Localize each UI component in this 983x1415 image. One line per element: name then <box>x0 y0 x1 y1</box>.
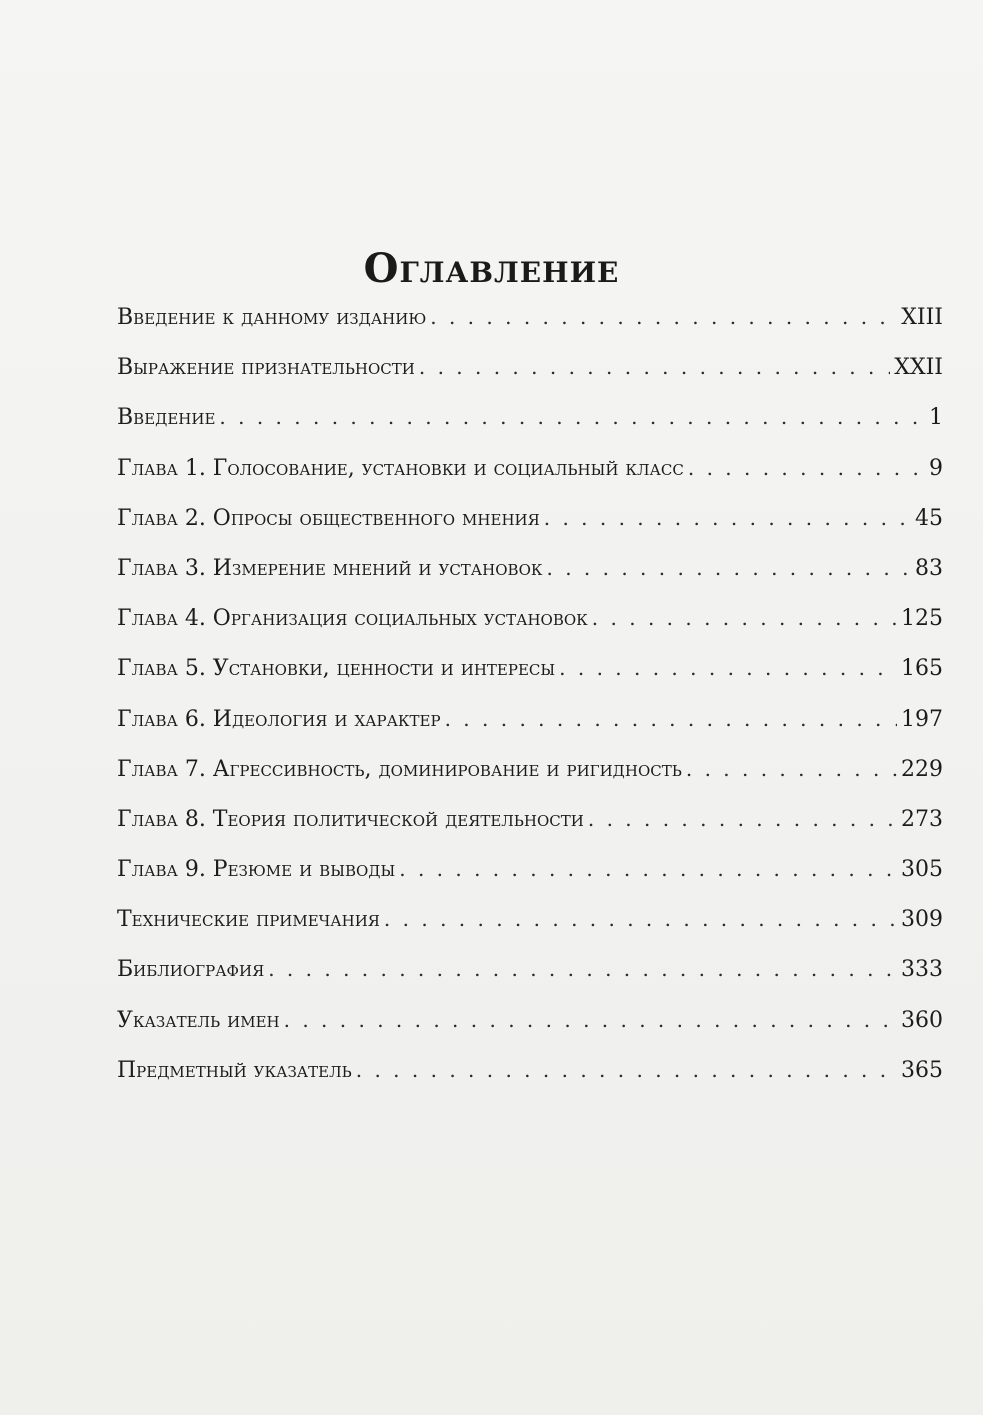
toc-entry-label: Введение <box>117 405 216 431</box>
page-title: Оглавление <box>363 244 620 292</box>
toc-entry-page: 273 <box>901 806 943 832</box>
toc-entry-label: Глава 1. Голосование, установки и социальный класс <box>117 455 684 481</box>
dot-leader <box>284 995 897 1045</box>
table-of-contents <box>117 292 943 1095</box>
toc-entry <box>117 342 943 392</box>
dot-leader <box>544 493 911 543</box>
dot-leader <box>419 342 890 392</box>
toc-entry <box>117 593 943 643</box>
toc-entry <box>117 643 943 693</box>
dot-leader <box>219 392 925 442</box>
toc-entry-page: 360 <box>901 1007 943 1033</box>
toc-entry-label: Глава 8. Теория политической деятельности <box>117 806 584 832</box>
toc-entry-label: Глава 9. Резюме и выводы <box>117 857 396 883</box>
toc-entry-page: 165 <box>901 656 943 682</box>
dot-leader <box>399 844 897 894</box>
toc-entry-page: 365 <box>901 1057 943 1083</box>
toc-entry-label: Выражение признательности <box>117 355 415 381</box>
dot-leader <box>686 744 897 794</box>
dot-leader <box>588 794 897 844</box>
dot-leader <box>688 443 925 493</box>
toc-entry <box>117 844 943 894</box>
dot-leader <box>268 944 897 994</box>
toc-entry-label: Глава 6. Идеология и характер <box>117 706 441 732</box>
toc-entry <box>117 694 943 744</box>
toc-entry-label: Глава 2. Опросы общественного мнения <box>117 505 540 531</box>
toc-entry <box>117 794 943 844</box>
toc-entry-label: Технические примечания <box>117 907 380 933</box>
toc-entry-page: 229 <box>901 756 943 782</box>
toc-entry <box>117 543 943 593</box>
toc-entry-label: Предметный указатель <box>117 1057 352 1083</box>
toc-entry <box>117 493 943 543</box>
toc-entry-label: Библиография <box>117 957 265 983</box>
dot-leader <box>356 1045 897 1095</box>
toc-entry-page: 125 <box>901 606 943 632</box>
toc-entry-page: 9 <box>929 455 943 481</box>
toc-entry-page: 309 <box>901 907 943 933</box>
toc-entry <box>117 1045 943 1095</box>
dot-leader <box>592 593 897 643</box>
toc-entry-label: Глава 3. Измерение мнений и установок <box>117 555 543 581</box>
toc-entry <box>117 744 943 794</box>
toc-entry-page: 1 <box>929 405 943 431</box>
toc-entry <box>117 894 943 944</box>
toc-entry <box>117 392 943 442</box>
toc-entry-page: 333 <box>901 957 943 983</box>
toc-entry-page: XXII <box>894 355 943 381</box>
dot-leader <box>430 292 897 342</box>
toc-entry-page: XIII <box>901 305 943 330</box>
toc-entry-label: Глава 4. Организация социальных установок <box>117 606 588 632</box>
toc-entry <box>117 443 943 493</box>
dot-leader <box>445 694 897 744</box>
dot-leader <box>546 543 911 593</box>
toc-entry <box>117 292 943 342</box>
toc-entry-label: Введение к данному изданию <box>117 305 427 330</box>
toc-entry <box>117 995 943 1045</box>
toc-entry-page: 197 <box>901 706 943 732</box>
toc-entry-label: Глава 7. Агрессивность, доминирование и ригидность <box>117 756 682 782</box>
toc-entry-page: 45 <box>915 505 943 531</box>
toc-entry-label: Указатель имен <box>117 1007 280 1033</box>
toc-entry-label: Глава 5. Установки, ценности и интересы <box>117 656 556 682</box>
dot-leader <box>384 894 897 944</box>
dot-leader <box>559 643 897 693</box>
toc-entry-page: 83 <box>915 555 943 581</box>
toc-entry <box>117 944 943 994</box>
toc-entry-page: 305 <box>901 857 943 883</box>
